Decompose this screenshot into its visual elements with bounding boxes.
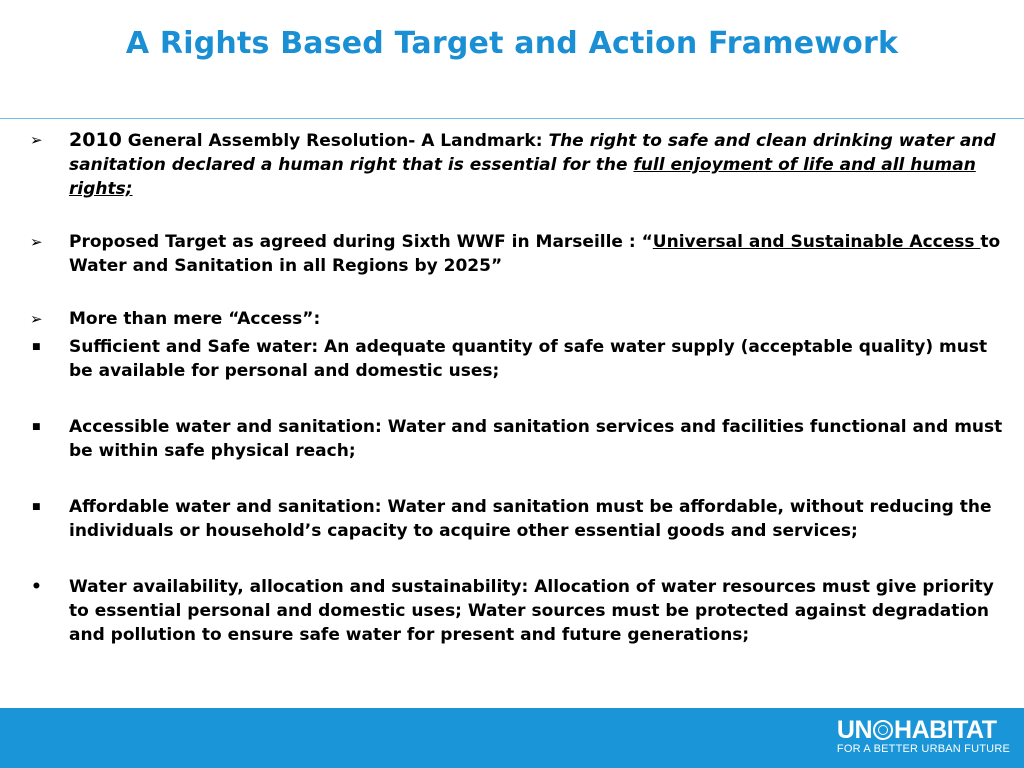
resolution-underlined: full enjoyment of life and all human rights; [69,155,976,199]
slide-title: A Rights Based Target and Action Framework [125,26,899,61]
logo-habitat-text: HABITAT [894,716,997,744]
un-globe-icon [873,720,893,740]
logo-tagline: FOR A BETTER URBAN FUTURE [836,743,1010,755]
un-habitat-logo [837,717,1010,756]
resolution-quote: The right to safe and clean drinking water and sanitation declared a human right that is essential for the [69,131,996,175]
availability-text: Water availability, allocation and sustainability: Allocation of water resources must give priority to essential personal and domestic uses; Water sources must be protected against degradation and pollution to ensure safe water for present and future generations; [69,577,994,645]
footer-band [0,708,1024,768]
arrow-bullet-icon: ➢ [30,310,43,328]
slide-body [30,128,1005,647]
target-lead: Proposed Target as agreed during Sixth WWF in Marseille : “ [69,232,653,252]
bullet-resolution-2010 [30,128,1005,201]
target-tail: to Water and Sanitation in all Regions by 2025” [69,232,1001,276]
square-bullet-icon: ■ [32,502,41,512]
resolution-year: 2010 [69,129,122,151]
resolution-lead: General Assembly Resolution- A Landmark: [121,131,549,151]
bullet-accessible [30,415,1005,463]
bullet-proposed-target [30,230,1005,278]
affordable-text: Affordable water and sanitation: Water and sanitation must be affordable, without reducing the individuals or household’s capacity to acquire other essential goods and services; [69,497,992,541]
arrow-bullet-icon: ➢ [30,131,43,149]
title-divider [0,118,1024,119]
bullet-more-than-access [30,307,1005,331]
accessible-text: Accessible water and sanitation: Water and sanitation services and facilities functional and must be within safe physical reach; [69,417,1003,461]
square-bullet-icon: ■ [32,422,41,432]
square-bullet-icon: ■ [32,342,41,352]
arrow-bullet-icon: ➢ [30,233,43,251]
logo-un-text: UN [836,716,873,744]
more-than-access-text: More than mere “Access”: [69,309,321,329]
sufficient-text: Sufficient and Safe water: An adequate quantity of safe water supply (acceptable quality) must be available for personal and domestic uses; [69,337,988,381]
bullet-affordable [30,495,1005,543]
dot-bullet-icon: • [31,577,42,597]
bullet-sufficient-safe-water [30,335,1005,383]
bullet-availability [30,575,1005,647]
target-underlined: Universal and Sustainable Access [652,232,981,252]
